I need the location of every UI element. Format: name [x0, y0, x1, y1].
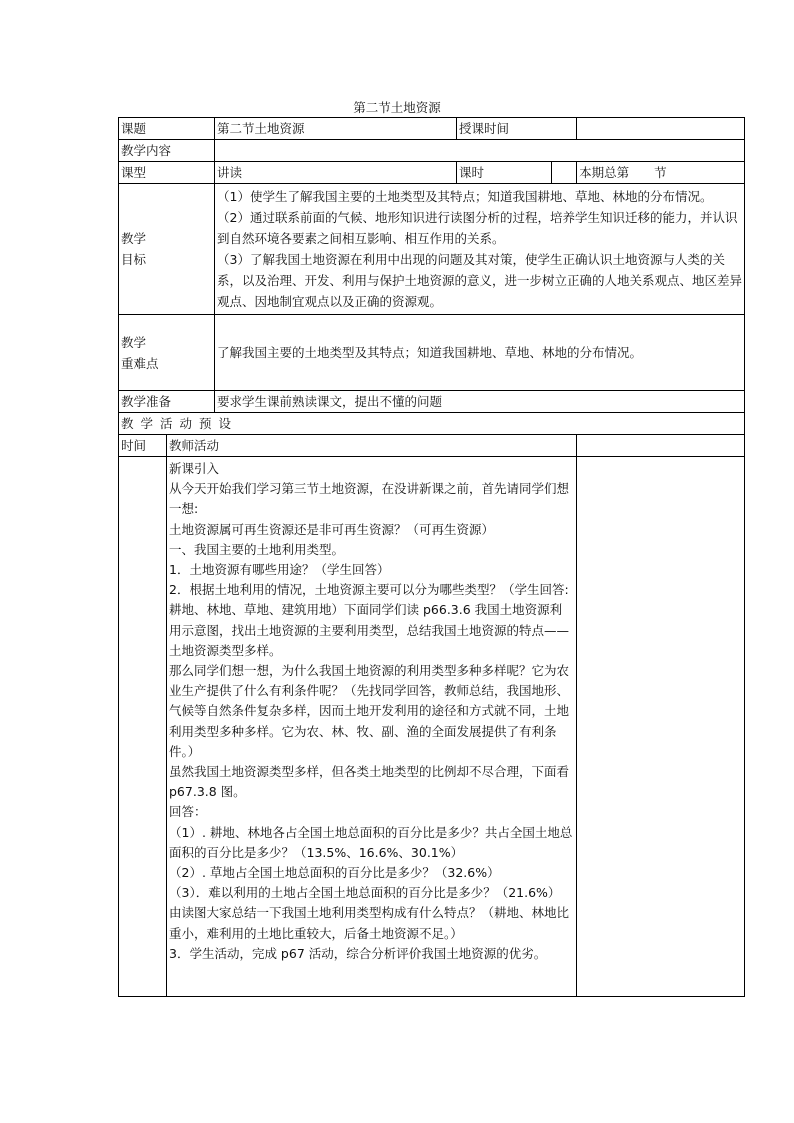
activity-line: 一、我国主要的土地利用类型。: [169, 541, 345, 557]
activity-line: 1．土地资源有哪些用途？（学生回答）: [169, 562, 390, 578]
activity-line: 那么同学们想一想，为什么我国土地资源的利用类型多种多样呢？它为农业生产提供了什么有利条件呢？（先找同学回答，教师总结，我国地形、气候等自然条件复杂多样，因而土地开发利用的途径和方式就不同，土地利用类型多种多样。它为农、林、牧、副、渔的全面发展提供了有利条件。）: [169, 663, 570, 759]
column-teacher: 教师活动: [167, 435, 577, 457]
class-time-label: 授课时间: [457, 118, 577, 140]
row-content: [119, 140, 745, 162]
activity-line: 2．根据土地利用的情况，土地资源主要可以分为哪些类型？（学生回答: 耕地、林地、草地、建筑用地）下面同学们读 p66.3.6 我国土地资源利用示意图，找出土地资源的主要利用类型，总结我国土地资源的特点——土地资源类型多样。: [169, 582, 570, 658]
row-key-points: [119, 315, 745, 391]
row-prep: [119, 391, 745, 413]
row-activities: [119, 457, 745, 997]
goal-item: （3）了解我国土地资源在利用中出现的问题及其对策，使学生正确认识土地资源与人类的关系，以及治理、开发、利用与保护土地资源的意义，进一步树立正确的人地关系观点、地区差异观点、因地制宜观点以及正确的资源观。: [217, 252, 743, 309]
activity-line: 回答：: [169, 804, 207, 820]
key-points-value: 了解我国主要的土地类型及其特点；知道我国耕地、草地、林地的分布情况。: [215, 315, 745, 391]
row-columns: [119, 435, 745, 457]
activity-line: 3．学生活动，完成 p67 活动，综合分析评价我国土地资源的优劣。: [169, 945, 547, 961]
prep-value: 要求学生课前熟读课文，提出不懂的问题: [215, 391, 745, 413]
activity-line: 土地资源属可再生资源还是非可再生资源？（可再生资源）: [169, 521, 495, 537]
content-value: [215, 140, 745, 162]
row-goals: [119, 184, 745, 315]
page-title: 第二节土地资源: [353, 100, 441, 115]
column-time: 时间: [119, 435, 167, 457]
student-activities-cell: [577, 457, 745, 997]
teacher-activities: [167, 457, 577, 997]
activity-line: 从今天开始我们学习第三节土地资源，在没讲新课之前，首先请同学们想一想:: [169, 481, 570, 517]
goals-label-line1: 教学: [121, 231, 147, 246]
key-points-label: [119, 315, 215, 391]
key-points-label-line2: 重难点: [121, 355, 159, 371]
lesson-plan-table: [118, 117, 745, 997]
row-topic: [119, 118, 745, 140]
key-points-label-line1: 教学: [121, 334, 147, 350]
content-label: 教学内容: [119, 140, 215, 162]
goals-label: [119, 184, 215, 315]
class-time-value: [577, 118, 745, 140]
topic-label: 课题: [119, 118, 215, 140]
activity-line: 由读图大家总结一下我国土地利用类型构成有什么特点？（耕地、林地比重小，难利用的土地比重较大，后备土地资源不足。）: [169, 905, 570, 941]
activity-line: （3）．难以利用的土地占全国土地总面积的百分比是多少？（21.6%）: [169, 885, 561, 901]
activity-line: 新课引入: [169, 461, 220, 476]
activity-line: （2）. 草地占全国土地总面积的百分比是多少？（32.6%）: [169, 865, 500, 881]
topic-value: 第二节土地资源: [215, 118, 457, 140]
goals-content: [215, 184, 745, 315]
activity-line: （1）. 耕地、林地各占全国土地总面积的百分比是多少？共占全国土地总面积的百分比是多少？（13.5%、16.6%、30.1%）: [169, 824, 573, 860]
activity-line: 虽然我国土地资源类型多样，但各类土地类型的比例却不尽合理，下面看 p67.3.8 图。: [169, 764, 570, 800]
row-activities-header: [119, 413, 745, 435]
goal-item: （2）通过联系前面的气候、地形知识进行读图分析的过程，培养学生知识迁移的能力，并认识到自然环境各要素之间相互影响、相互作用的关系。: [217, 210, 738, 246]
period-label: 课时: [457, 162, 552, 184]
goals-label-line2: 目标: [121, 252, 147, 267]
activities-header: 教学活动预设: [119, 413, 745, 435]
prep-label: 教学准备: [119, 391, 215, 413]
time-cell: [119, 457, 167, 997]
total-periods: 本期总第 节: [577, 162, 745, 184]
row-type: [119, 162, 745, 184]
type-value: 讲读: [215, 162, 457, 184]
column-student: [577, 435, 745, 457]
type-label: 课型: [119, 162, 215, 184]
goal-item: （1）使学生了解我国主要的土地类型及其特点；知道我国耕地、草地、林地的分布情况。: [217, 189, 713, 204]
period-value: [552, 162, 577, 184]
